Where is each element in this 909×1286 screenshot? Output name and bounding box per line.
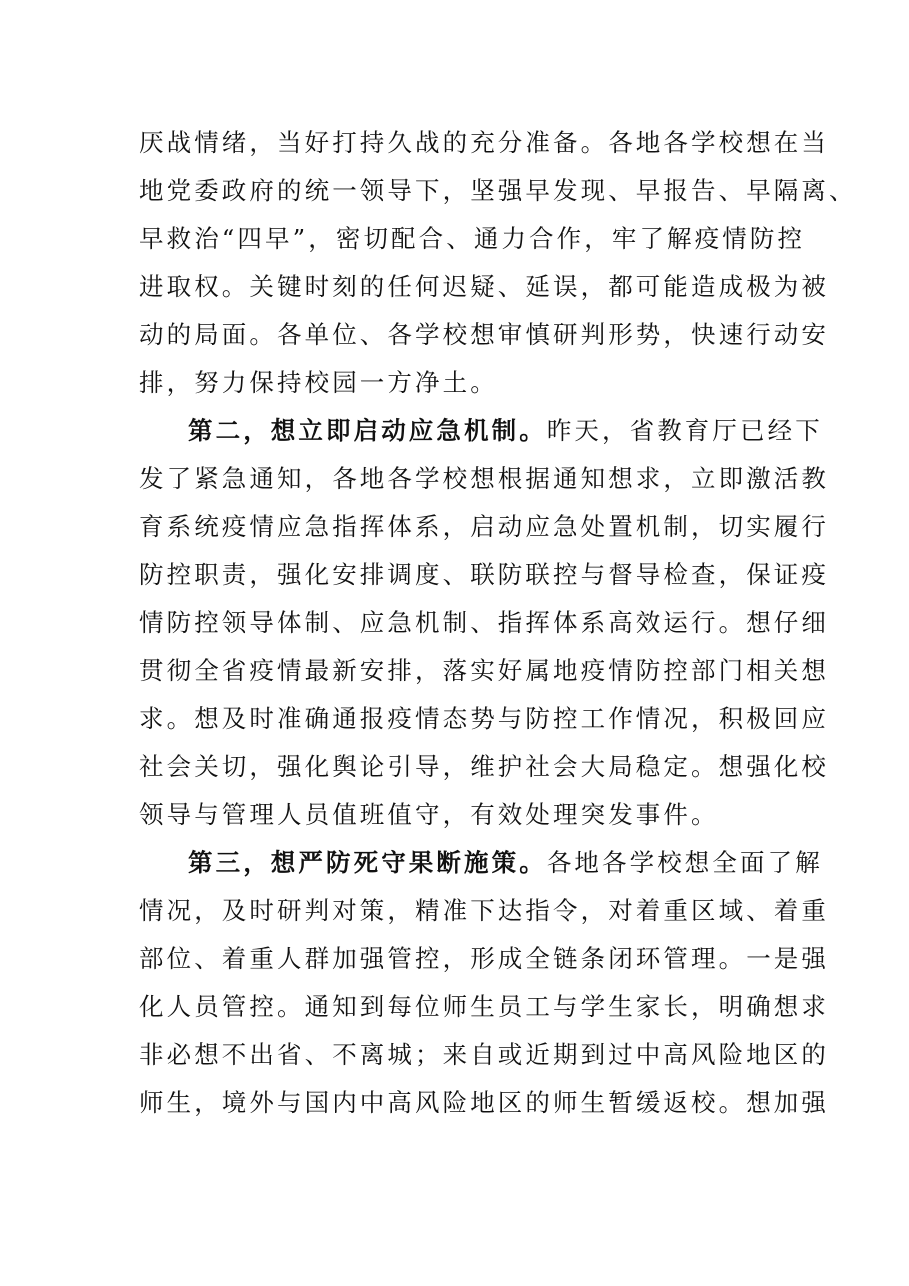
text-line: 师生，境外与国内中高风险地区的师生暂缓返校。想加强 — [139, 1088, 829, 1117]
text-line: 地党委政府的统一领导下，坚强早发现、早报告、早隔离、 — [139, 176, 857, 205]
text-line: 非必想不出省、不离城；来自或近期到过中高风险地区的 — [139, 1040, 829, 1069]
paragraph-first-line — [0, 407, 909, 455]
text-line: 领导与管理人员值班值守，有效处理突发事件。 — [139, 800, 719, 829]
section-heading: 第二，想立即启动应急机制。 — [188, 416, 547, 445]
text-line: 进取权。关键时刻的任何迟疑、延误，都可能造成极为被 — [139, 272, 829, 301]
paragraph-first-line — [0, 839, 909, 887]
text-segment: 各地各学校想全面了解 — [546, 848, 823, 877]
text-line: 社会关切，强化舆论引导，维护社会大局稳定。想强化校 — [139, 752, 829, 781]
text-line: 部位、着重人群加强管控，形成全链条闭环管理。一是强 — [139, 944, 829, 973]
text-line: 求。想及时准确通报疫情态势与防控工作情况，积极回应 — [139, 704, 829, 733]
text-line: 发了紧急通知，各地各学校想根据通知想求，立即激活教 — [139, 464, 829, 493]
text-line: 化人员管控。通知到每位师生员工与学生家长，明确想求 — [139, 992, 829, 1021]
text-line: 育系统疫情应急指挥体系，启动应急处置机制，切实履行 — [139, 512, 829, 541]
text-line: 情况，及时研判对策，精准下达指令，对着重区域、着重 — [139, 896, 829, 925]
text-line: 厌战情绪，当好打持久战的充分准备。各地各学校想在当 — [139, 128, 829, 157]
text-line: 贯彻全省疫情最新安排，落实好属地疫情防控部门相关想 — [139, 656, 829, 685]
text-line: 情防控领导体制、应急机制、指挥体系高效运行。想仔细 — [139, 608, 829, 637]
section-heading: 第三，想严防死守果断施策。 — [188, 848, 547, 877]
text-line: 早救治“四早”，密切配合、通力合作，牢了解疫情防控 — [139, 224, 806, 253]
text-line: 防控职责，强化安排调度、联防联控与督导检查，保证疫 — [139, 560, 829, 589]
text-segment: 昨天，省教育厅已经下 — [546, 416, 823, 445]
text-line: 动的局面。各单位、各学校想审慎研判形势，快速行动安 — [139, 320, 829, 349]
text-line: 排，努力保持校园一方净土。 — [139, 368, 498, 397]
